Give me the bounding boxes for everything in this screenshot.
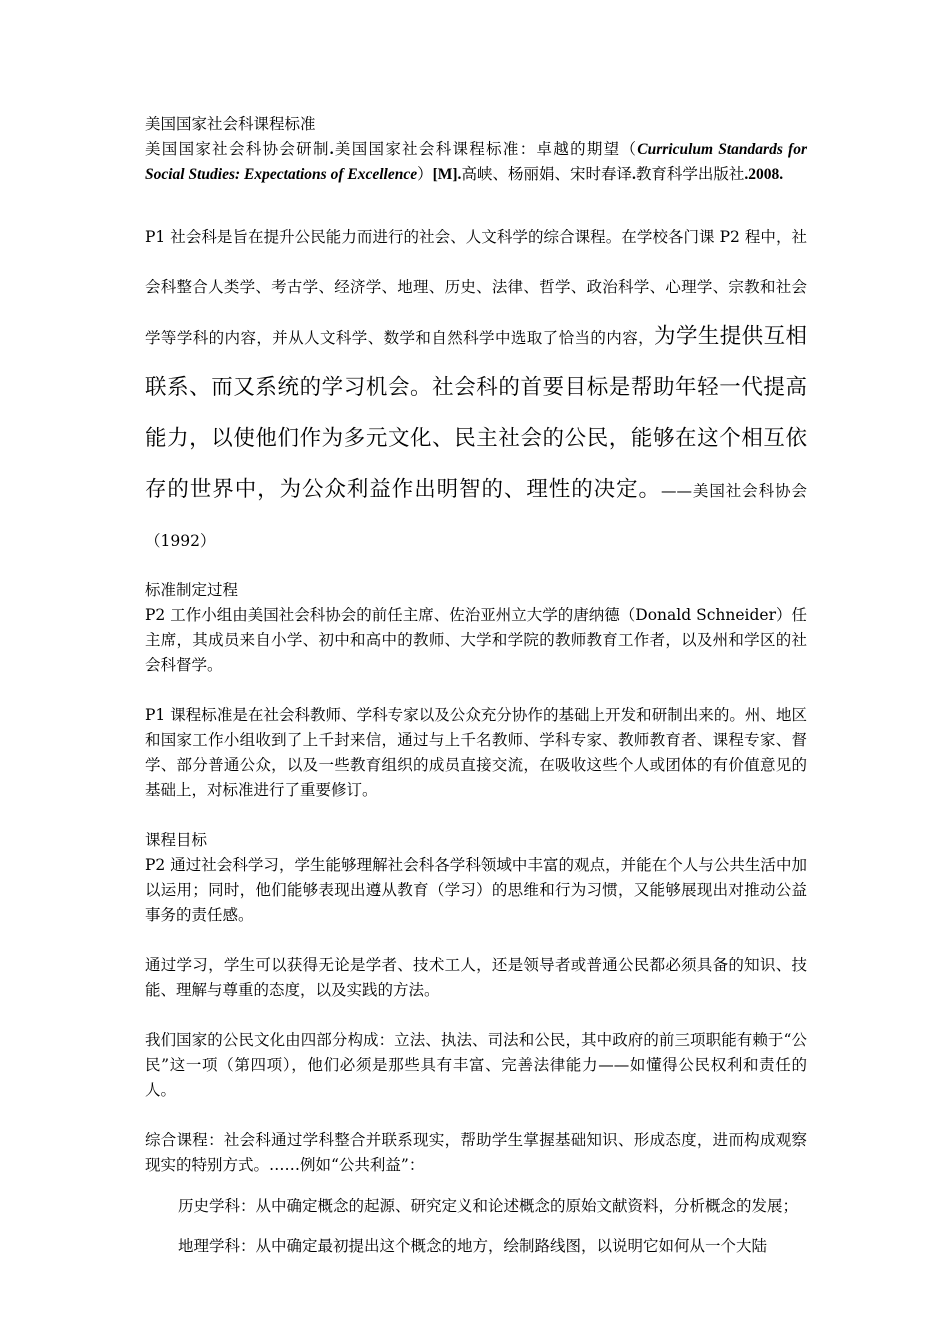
document-title: 美国国家社会科课程标准 [145,115,316,133]
intro-large-text: 为学生提供互相联系、而又系统的学习机会。社会科的首要目标是帮助年轻一代提高能力，以使他们作为多元文化、民主社会的公民，能够在这个相互依存的世界中，为公众利益作出明智的、理性的决定。 [145,324,807,502]
spacer [145,187,807,212]
list-item-history: 历史学科：从中确定概念的起源、研究定义和论述概念的原始文献资料，分析概念的发展； [178,1196,799,1215]
spacer [145,1003,807,1028]
spacer [145,1103,807,1128]
section-heading-process: 标准制定过程 [145,581,239,599]
goals-paragraph-1: P2 通过社会科学习，学生能够理解社会科各学科领域中丰富的观点，并能在个人与公共生活中加以运用；同时，他们能够表现出遵从教育（学习）的思维和行为习惯，又能够展现出对推动公益事务的责任感。 [145,856,807,924]
goals-paragraph-2: 通过学习，学生可以获得无论是学者、技术工人，还是领导者或普通公民都必须具备的知识、技能、理解与尊重的态度，以及实践的方法。 [145,956,807,999]
spacer [145,678,807,703]
list-item-geography: 地理学科：从中确定最初提出这个概念的地方，绘制路线图，以说明它如何从一个大陆 [178,1237,768,1255]
process-paragraph-1: P2 工作小组由美国社会科协会的前任主席、佐治亚州立大学的唐纳德（Donald Schneider）任主席，其成员来自小学、初中和高中的教师、大学和学院的教师教育工作者，以及州和学区的社会科督学。 [145,606,807,674]
spacer [145,566,807,578]
citation-publisher: 教育科学出版社 [635,165,745,183]
citation-middle: 美国国家社会科课程标准：卓越的期望（ [333,140,638,158]
citation-english-title: Curriculum Standards for Social Studies: Expectations of Excellence [145,141,807,183]
intro-attribution: ——美国社会科协会（1992） [145,482,807,550]
citation-dot-1: . [329,141,334,158]
citation-m: [M]. [432,166,462,183]
spacer [145,928,807,953]
intro-small-text: P1 社会科是旨在提升公民能力而进行的社会、人文科学的综合课程。在学校各门课 P2 程中，社会科整合人类学、考古学、经济学、地理、历史、法律、哲学、政治科学、心理学、宗教和社会学等学科的内容，并从人文科学、数学和自然科学中选取了恰当的内容， [145,228,807,347]
citation-translators: 高峡、杨丽娟、宋时春译 [461,165,632,183]
citation-dot-2: . [631,166,636,183]
spacer [145,803,807,828]
document-page [145,112,807,1275]
citation-close: ） [417,165,433,183]
citation-prefix: 美国国家社会科协会研制 [145,140,330,158]
citation-year: .2008. [744,166,784,183]
process-paragraph-2: P1 课程标准是在社会科教师、学科专家以及公众充分协作的基础上开发和研制出来的。州、地区和国家工作小组收到了上千封来信，通过与上千名教师、学科专家、教师教育者、课程专家、督学、部分普通公众，以及一些教育组织的成员直接交流，在吸收这些个人或团体的有价值意见的基础上，对标准进行了重要修订。 [145,706,807,799]
section-heading-goals: 课程目标 [145,831,208,849]
goals-paragraph-4: 综合课程：社会科通过学科整合并联系现实，帮助学生掌握基础知识、形成态度，进而构成观察现实的特别方式。……例如“公共利益”： [145,1131,807,1174]
goals-paragraph-3: 我们国家的公民文化由四部分构成：立法、执法、司法和公民，其中政府的前三项职能有赖于“公民”这一项（第四项），他们必须是那些具有丰富、完善法律能力——如懂得公民权利和责任的人。 [145,1031,807,1099]
citation [145,137,807,187]
intro-paragraph [145,212,807,566]
